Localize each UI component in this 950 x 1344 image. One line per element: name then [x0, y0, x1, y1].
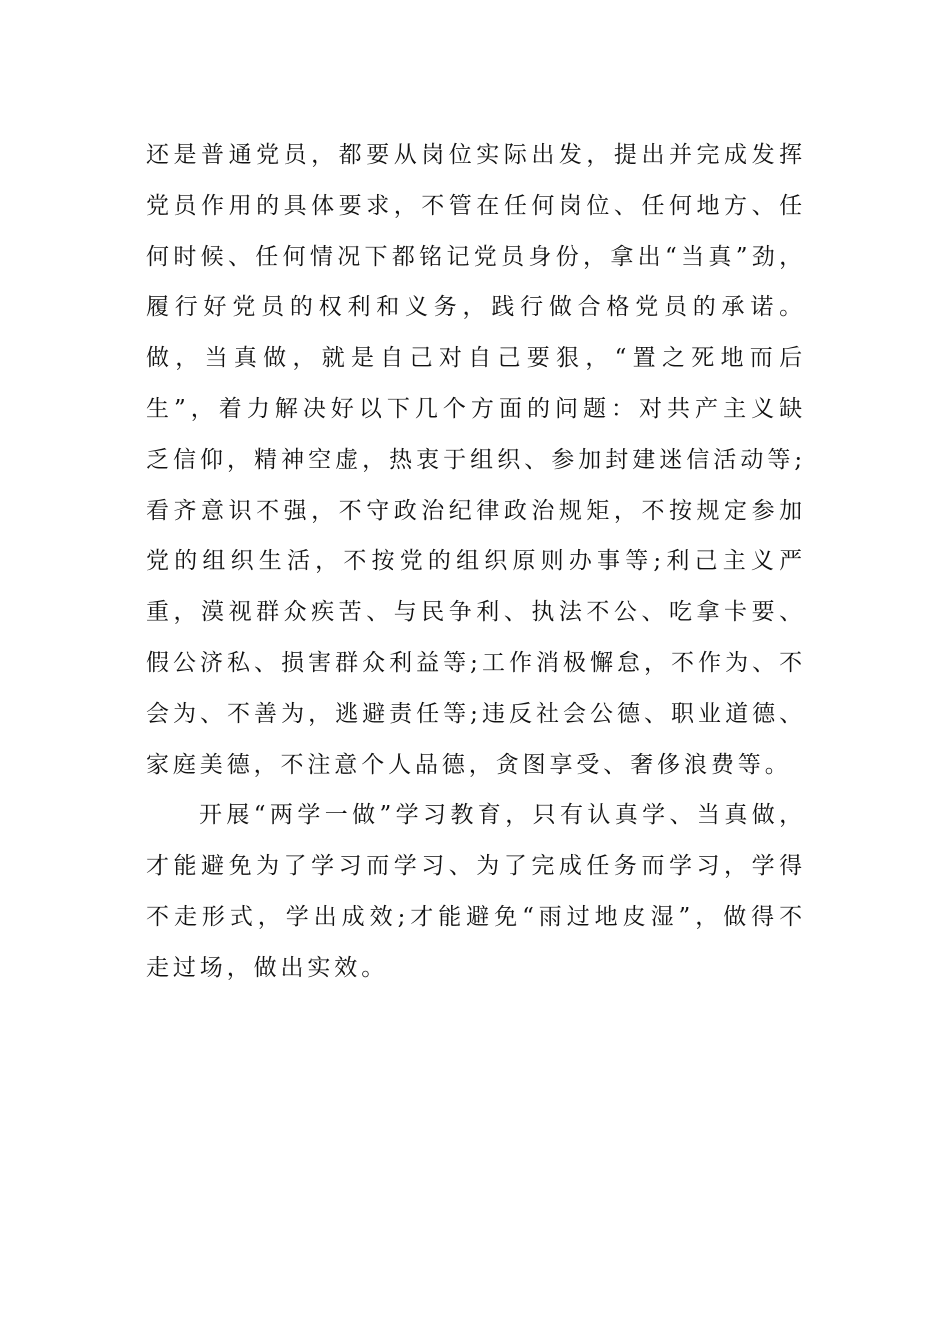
paragraph-conclusion: 开展“两学一做”学习教育，只有认真学、当真做，才能避免为了学习而学习、为了完成任务而学习，学得不走形式，学出成效;才能避免“雨过地皮湿”，做得不走过场，做出实效。 — [146, 802, 806, 981]
document-body — [146, 130, 806, 994]
paragraph-continuation: 还是普通党员，都要从岗位实际出发，提出并完成发挥党员作用的具体要求，不管在任何岗位、任何地方、任何时候、任何情况下都铭记党员身份，拿出“当真”劲，履行好党员的权利和义务，践行做合格党员的承诺。做，当真做，就是自己对自己要狠，“置之死地而后生”，着力解决好以下几个方面的问题：对共产主义缺乏信仰，精神空虚，热衷于组织、参加封建迷信活动等;看齐意识不强，不守政治纪律政治规矩，不按规定参加党的组织生活，不按党的组织原则办事等;利己主义严重，漠视群众疾苦、与民争利、执法不公、吃拿卡要、假公济私、损害群众利益等;工作消极懈怠，不作为、不会为、不善为，逃避责任等;违反社会公德、职业道德、家庭美德，不注意个人品德，贪图享受、奢侈浪费等。 — [146, 142, 806, 778]
